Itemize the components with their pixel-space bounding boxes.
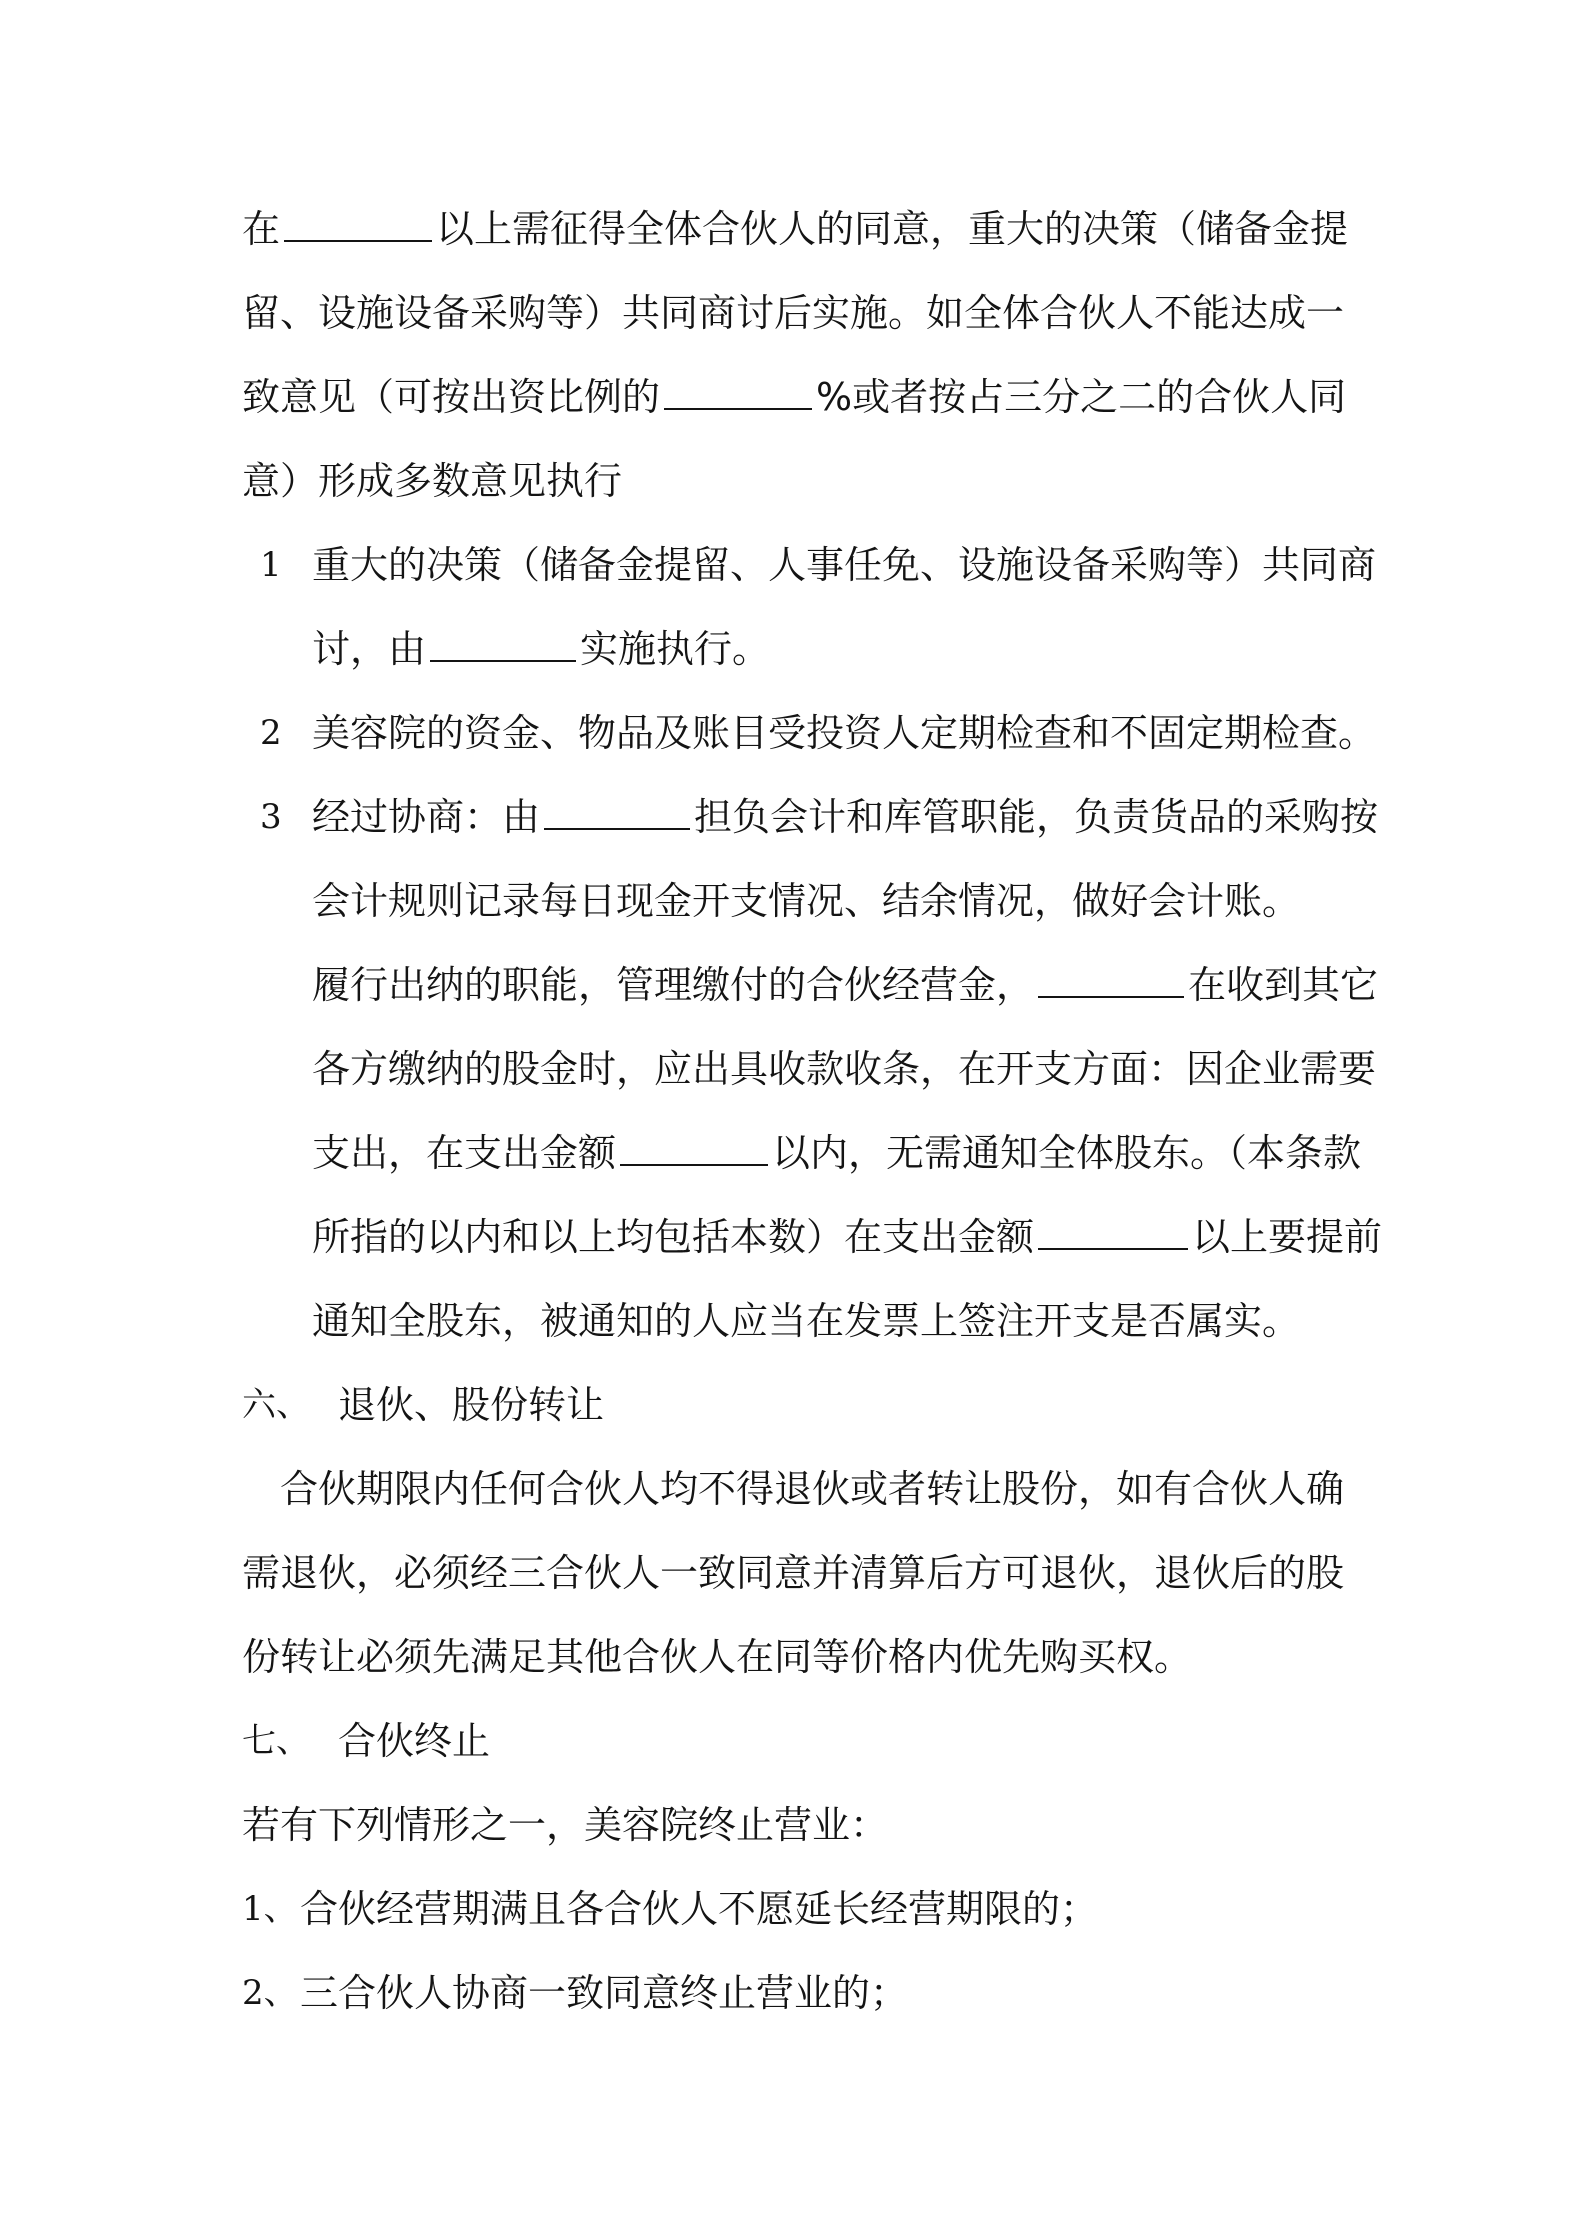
item3-text: 经过协商：由 bbox=[312, 795, 541, 839]
item3-line4: 各方缴纳的股金时，应出具收款收条，在开支方面：因企业需要 bbox=[312, 1047, 1377, 1091]
item1-line2 bbox=[312, 624, 770, 674]
item3-text: 以上要提前 bbox=[1192, 1215, 1383, 1259]
item3-text: 所指的以内和以上均包括本数）在支出金额 bbox=[312, 1215, 1035, 1259]
item3-text: 履行出纳的职能，管理缴付的合伙经营金， bbox=[312, 963, 1035, 1007]
section7-item1: 合伙经营期满且各合伙人不愿延长经营期限的； bbox=[300, 1887, 1099, 1931]
section6-title: 退伙、股份转让 bbox=[338, 1383, 605, 1427]
item3-text: 在收到其它 bbox=[1188, 963, 1379, 1007]
section6-line2: 需退伙，必须经三合伙人一致同意并清算后方可退伙，退伙后的股 bbox=[242, 1551, 1345, 1595]
item3-line2: 会计规则记录每日现金开支情况、结余情况，做好会计账。 bbox=[312, 879, 1301, 923]
item3-text: 支出，在支出金额 bbox=[312, 1131, 617, 1175]
blank-field[interactable] bbox=[620, 1128, 768, 1166]
item3-line3 bbox=[312, 960, 1378, 1010]
para1-line3 bbox=[242, 372, 1346, 422]
para1-text: 致意见（可按出资比例的 bbox=[242, 375, 661, 419]
item-number: 3 bbox=[260, 797, 282, 837]
list-number: 2、 bbox=[242, 1973, 298, 2013]
blank-field[interactable] bbox=[1038, 960, 1184, 998]
item3-line6 bbox=[312, 1212, 1382, 1262]
blank-field[interactable] bbox=[430, 624, 576, 662]
blank-field[interactable] bbox=[1038, 1212, 1188, 1250]
para1-line4: 意）形成多数意见执行 bbox=[242, 459, 623, 503]
para1-line2: 留、设施设备采购等）共同商讨后实施。如全体合伙人不能达成一 bbox=[242, 291, 1345, 335]
item3-text: 担负会计和库管职能，负责货品的采购按 bbox=[694, 795, 1379, 839]
item3-line1 bbox=[312, 792, 1378, 842]
para1-line1 bbox=[242, 204, 1348, 254]
item3-line5 bbox=[312, 1128, 1361, 1178]
item1-text: 讨，由 bbox=[312, 627, 427, 671]
item1-text: 实施执行。 bbox=[580, 627, 771, 671]
section-number: 七、 bbox=[242, 1721, 310, 1761]
section6-line1: 合伙期限内任何合伙人均不得退伙或者转让股份，如有合伙人确 bbox=[280, 1467, 1345, 1511]
blank-field[interactable] bbox=[284, 204, 432, 242]
item3-line7: 通知全股东，被通知的人应当在发票上签注开支是否属实。 bbox=[312, 1299, 1301, 1343]
blank-field[interactable] bbox=[664, 372, 812, 410]
section7-title: 合伙终止 bbox=[338, 1719, 491, 1763]
item-number: 2 bbox=[260, 713, 282, 753]
para1-text: 在 bbox=[242, 207, 281, 251]
para1-text: 以上需征得全体合伙人的同意，重大的决策（储备金提 bbox=[436, 207, 1349, 251]
item-number: 1 bbox=[260, 545, 282, 585]
item2-line1: 美容院的资金、物品及账目受投资人定期检查和不固定期检查。 bbox=[312, 711, 1377, 755]
section7-item2: 三合伙人协商一致同意终止营业的； bbox=[300, 1971, 909, 2015]
section6-line3: 份转让必须先满足其他合伙人在同等价格内优先购买权。 bbox=[242, 1635, 1193, 1679]
section-number: 六、 bbox=[242, 1385, 310, 1425]
blank-field[interactable] bbox=[544, 792, 690, 830]
item1-line1: 重大的决策（储备金提留、人事任免、设施设备采购等）共同商 bbox=[312, 543, 1377, 587]
section7-intro: 若有下列情形之一，美容院终止营业： bbox=[242, 1803, 889, 1847]
list-number: 1、 bbox=[242, 1889, 298, 1929]
para1-text: %或者按占三分之二的合伙人同 bbox=[816, 375, 1347, 419]
item3-text: 以内，无需通知全体股东。（本条款 bbox=[772, 1131, 1362, 1175]
